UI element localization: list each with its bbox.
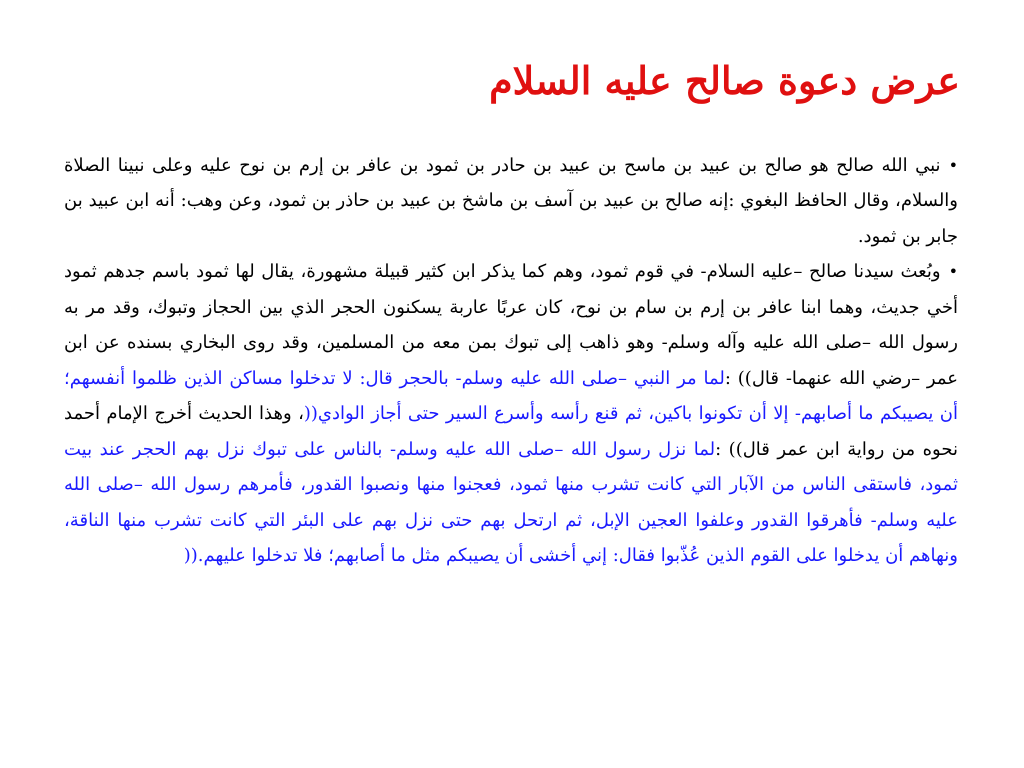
bullet-item-mission [64, 254, 960, 574]
paragraph-lineage: نبي الله صالح هو صالح بن عبيد بن ماسح بن عبيد بن حادر بن ثمود بن عافر بن إرم بن نوح عليه وعلى نبينا الصلاة والسلام، وقال الحافظ البغوي :إنه صالح بن عبيد بن آسف بن ماشخ بن عبيد بن حاذر بن ثمود، وعن وهب: أنه ابن عبيد بن جابر بن ثمود. [64, 154, 958, 247]
paragraph-mission-middle: ، وهذا الحديث أخرج الإمام أحمد نحوه من رواية ابن عمر قال)) : [64, 403, 958, 460]
bullet-dot-icon: • [948, 262, 958, 282]
bullet-list [64, 148, 960, 574]
bullet-dot-icon: • [948, 155, 958, 175]
hadith-quote-bukhari: لما مر النبي –صلى الله عليه وسلم- بالحجر قال: لا تدخلوا مساكن الذين ظلموا أنفسهم؛ أن يصيبكم ما أصابهم- إلا أن تكونوا باكين، ثم قنع رأسه وأسرع السير حتى أجاز الوادي(( [64, 367, 958, 425]
hadith-quote-ahmad: لما نزل رسول الله –صلى الله عليه وسلم- بالناس على تبوك نزل بهم الحجر عند بيت ثمود، فاستقى الناس من الآبار التي كانت تشرب منها ثمود، فعجنوا منها ونصبوا القدور، فأمرهم رسول الله –صلى الله عليه وسلم- فأهرقوا القدور وعلفوا العجين الإبل، ثم ارتحل بهم حتى نزل بهم على البئر التي كانت تشرب منها الناقة، ونهاهم أن يدخلوا على القوم الذين عُذّبوا فقال: إني أخشى أن يصيبكم مثل ما أصابهم؛ فلا تدخلوا عليهم.(( [64, 438, 958, 567]
slide-title: عرض دعوة صالح عليه السلام [489, 58, 960, 103]
bullet-item-lineage [64, 148, 960, 255]
paragraph-mission-intro: وبُعث سيدنا صالح –عليه السلام- في قوم ثمود، وهم كما يذكر ابن كثير قبيلة مشهورة، يقال لها ثمود باسم جدهم ثمود أخي جديث، وهما ابنا عافر بن إرم بن سام بن نوح، كان عربًا عاربة يسكنون الحجر الذي بين الحجاز وتبوك، وقد مر به رسول الله –صلى الله عليه وآله وسلم- وهو ذاهب إلى تبوك بمن معه من المسلمين، وقد روى البخاري بسنده عن ابن عمر –رضي الله عنهما- قال)) : [64, 261, 958, 389]
